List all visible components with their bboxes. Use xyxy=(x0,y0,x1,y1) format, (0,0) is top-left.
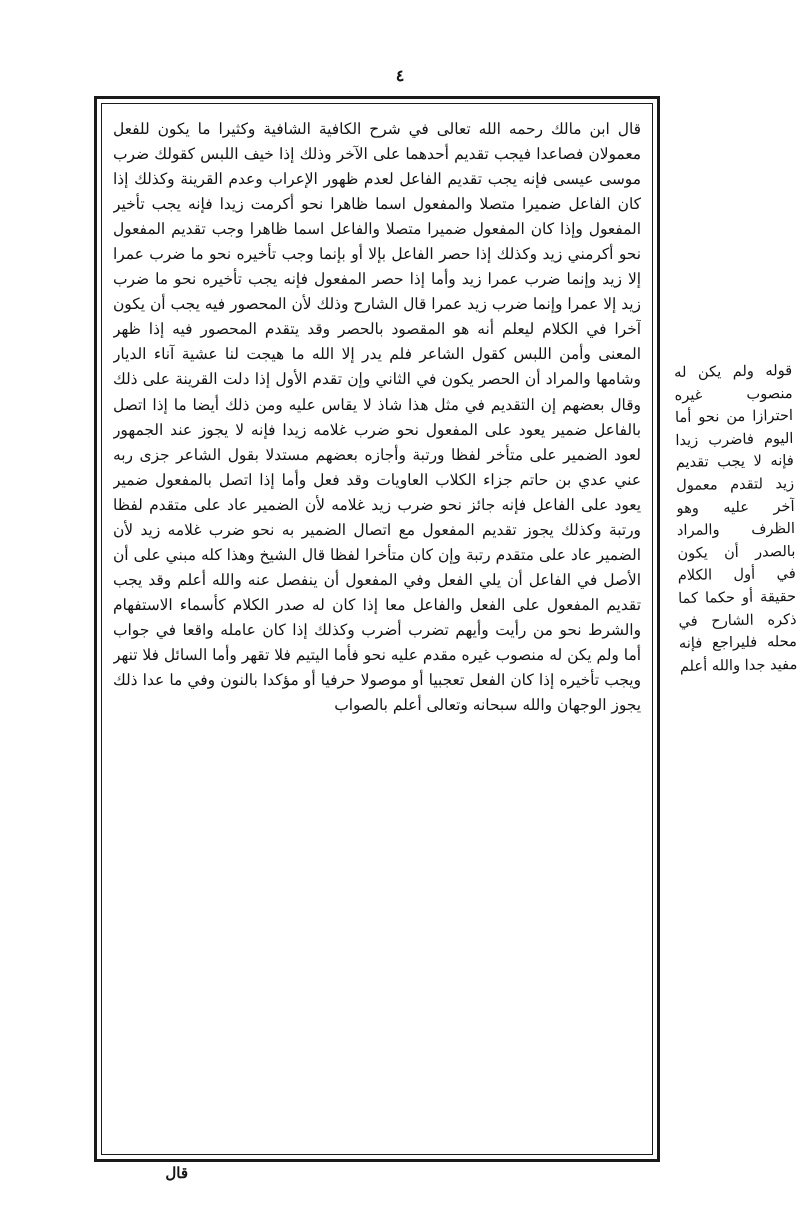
margin-note: قوله ولم يكن له منصوب غيره احترازا من نحو أما اليوم فاضرب زيدا فإنه لا يجب تقديم زيد لتقدم معمول آخر عليه وهو الظرف والمراد بالصدر أن يكون في أول الكلام حقيقة أو حكما كما ذكره الشارح في محله فليراجع فإنه مفيد جدا والله أعلم xyxy=(674,361,798,675)
main-text-frame xyxy=(94,96,660,1162)
main-text: قال ابن مالك رحمه الله تعالى في شرح الكافية الشافية وكثيرا ما يكون للفعل معمولان فصاعدا فيجب تقديم أحدهما على الآخر وذلك إذا خيف اللبس كقولك ضرب موسى عيسى فإنه يجب تقديم الفاعل لعدم ظهور الإعراب وعدم القرينة وكذلك إذا كان الفاعل ضميرا متصلا والمفعول اسما ظاهرا نحو أكرمت زيدا فإنه يجب تأخير المفعول وإذا كان المفعول ضميرا متصلا والفاعل اسما ظاهرا وجب تقديم المفعول نحو أكرمني زيد وكذلك إذا حصر الفاعل بإلا أو بإنما وجب تأخيره نحو ما ضرب عمرا إلا زيد وإنما ضرب عمرا زيد وأما إذا حصر المفعول فإنه يجب تأخيره نحو ما ضرب زيد إلا عمرا وإنما ضرب زيد عمرا قال الشارح وذلك لأن المحصور فيه يجب أن يكون آخرا في الكلام ليعلم أنه هو المقصود بالحصر وقد يتقدم المحصور فيه إذا ظهر المعنى وأمن اللبس كقول الشاعر فلم يدر إلا الله ما هيجت لنا عشية آناء الديار وشامها والمراد أن الحصر يكون في الثاني وإن تقدم الأول إذا دلت القرينة على ذلك وقال بعضهم إن التقديم في مثل هذا شاذ لا يقاس عليه ومن ذلك أيضا ما إذا اتصل بالفاعل ضمير يعود على المفعول نحو ضرب غلامه زيدا فإنه لا يجوز عند الجمهور لعود الضمير على متأخر لفظا ورتبة وأجازه بعضهم مستدلا بقول الشاعر جزى ربه عني عدي بن حاتم جزاء الكلاب العاويات وقد فعل وأما إذا اتصل بالمفعول ضمير يعود على الفاعل فإنه جائز نحو ضرب زيد غلامه لأن الضمير عاد على متقدم لفظا ورتبة وكذلك يجوز تقديم المفعول مع اتصال الضمير به نحو ضرب غلامه زيد لأن الضمير عاد على متقدم رتبة وإن كان متأخرا لفظا قال الشيخ وهذا كله مبني على أن الأصل في الفاعل أن يلي الفعل وفي المفعول أن ينفصل عنه والله أعلم وقد يجب تقديم المفعول على الفعل والفاعل معا إذا كان له صدر الكلام كأسماء الاستفهام والشرط نحو من رأيت وأيهم تضرب أضرب وكذلك إذا كان عامله واقعا في جواب أما ولم يكن له منصوب غيره مقدم عليه نحو فأما اليتيم فلا تقهر وأما السائل فلا تنهر ويجب تأخيره إذا كان الفعل تعجبيا أو موصولا حرفيا أو مؤكدا بالنون وفي ما عدا ذلك يجوز الوجهان والله سبحانه وتعالى أعلم بالصواب xyxy=(113,120,641,715)
catchword: قال xyxy=(165,1164,188,1182)
page-number: ٤ xyxy=(395,66,405,85)
